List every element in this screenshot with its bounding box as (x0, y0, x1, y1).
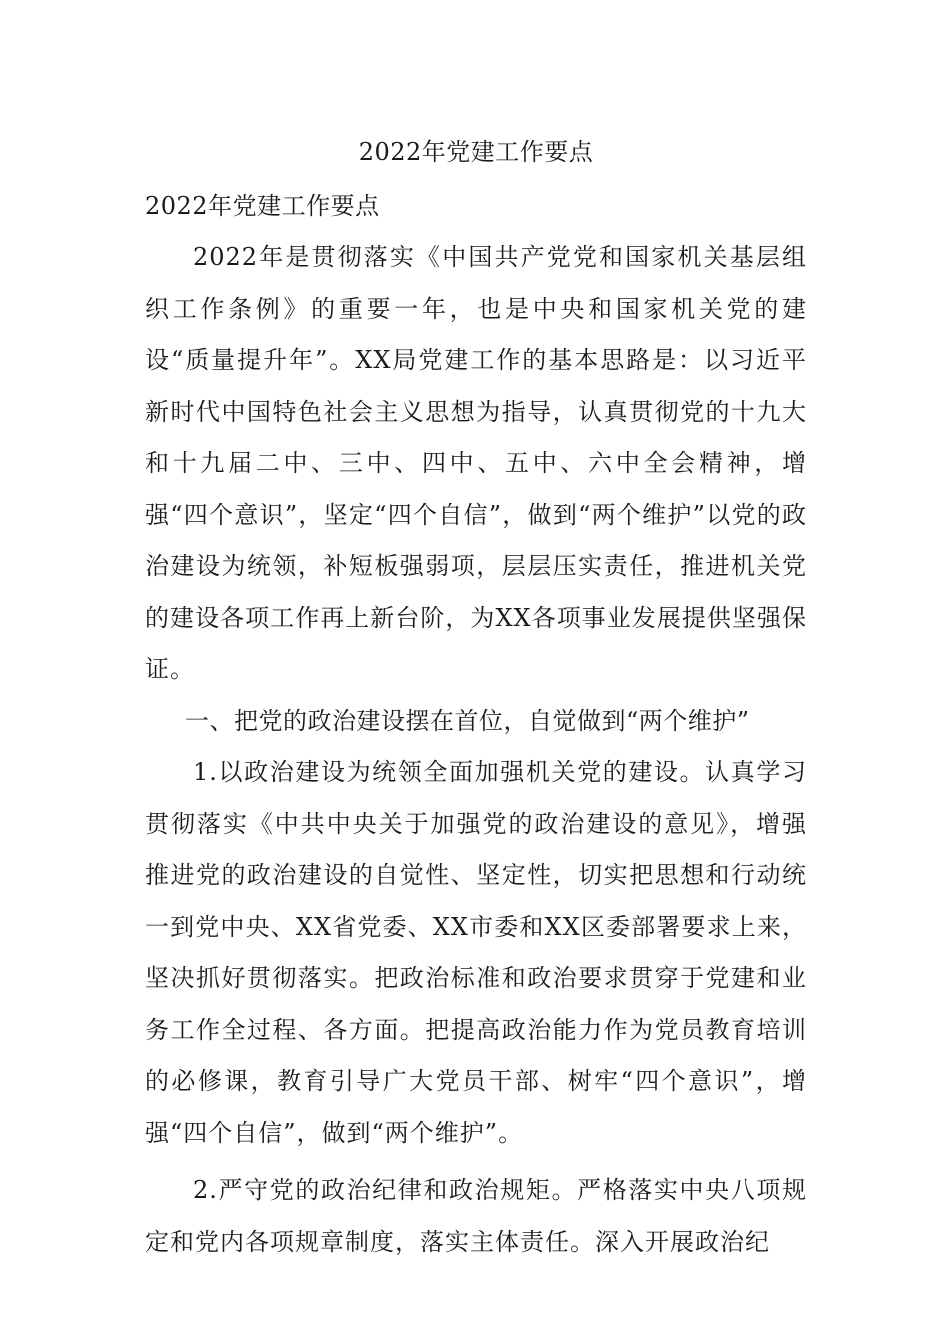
section-1-heading: 一、把党的政治建设摆在首位，自觉做到“两个维护” (185, 706, 750, 735)
item-1-paragraph: 1.以政治建设为统领全面加强机关党的建设。认真学习贯彻落实《中共中央关于加强党的政治建设的意见》，增强推进党的政治建设的自觉性、坚定性，切实把思想和行动统一到党中央、XX省党委、XX市委和XX区委部署要求上来，坚决抓好贯彻落实。把政治标准和政治要求贯穿于党建和业务工作全过程、各方面。把提高政治能力作为党员教育培训的必修课，教育引导广大党员干部、树牢“四个意识”，增强“四个自信”，做到“两个维护”。 (145, 758, 807, 1147)
intro-paragraph: 2022年是贯彻落实《中国共产党党和国家机关基层组织工作条例》的重要一年，也是中央和国家机关党的建设“质量提升年”。XX局党建工作的基本思路是：以习近平新时代中国特色社会主义思想为指导，认真贯彻党的十九大和十九届二中、三中、四中、五中、六中全会精神，增强“四个意识”，坚定“四个自信”，做到“两个维护”以党的政治建设为统领，补短板强弱项，层层压实责任，推进机关党的建设各项工作再上新台阶，为XX各项事业发展提供坚强保证。 (145, 243, 807, 683)
item-2-paragraph: 2.严守党的政治纪律和政治规矩。严格落实中央八项规定和党内各项规章制度，落实主体责任。深入开展政治纪 (145, 1176, 807, 1256)
document-subtitle: 2022年党建工作要点 (145, 192, 380, 220)
document-page (145, 124, 807, 1268)
document-title: 2022年党建工作要点 (358, 138, 594, 166)
